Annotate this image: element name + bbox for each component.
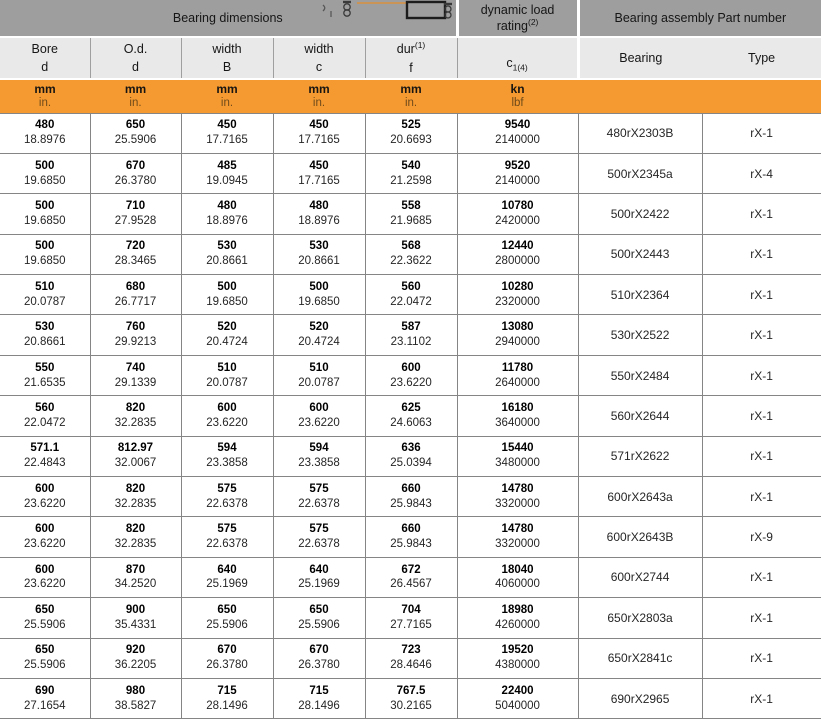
- header-group-dynamic-load-rating: [457, 0, 578, 37]
- units-bore: mm in.: [0, 79, 90, 113]
- width-c-cell: 450 17.7165: [273, 153, 365, 193]
- dur-cell: 560 22.0472: [365, 275, 457, 315]
- bore-cell: 650 25.5906: [0, 638, 90, 678]
- width-c-cell: 650 25.5906: [273, 598, 365, 638]
- header-column-row: [0, 37, 821, 79]
- type-cell: rX-1: [702, 477, 821, 517]
- type-cell: rX-1: [702, 557, 821, 597]
- type-cell: rX-1: [702, 638, 821, 678]
- units-type: [702, 79, 821, 113]
- header-group-label: Bearing assembly Part number: [614, 11, 787, 25]
- table-row: [0, 355, 821, 395]
- table-row: [0, 436, 821, 476]
- bearing-part-cell: 480rX2303B: [578, 113, 702, 153]
- header-group-bearing-dimensions: [0, 0, 457, 37]
- width-b-cell: 510 20.0787: [181, 355, 273, 395]
- dur-cell: 672 26.4567: [365, 557, 457, 597]
- column-header-bearing: Bearing: [578, 37, 702, 79]
- column-header-type: Type: [702, 37, 821, 79]
- footnote-marker: (2): [527, 16, 539, 27]
- dur-cell: 723 28.4646: [365, 638, 457, 678]
- od-cell: 740 29.1339: [90, 355, 181, 395]
- column-header-width-c: width c: [273, 37, 365, 79]
- width-b-cell: 480 18.8976: [181, 194, 273, 234]
- od-cell: 760 29.9213: [90, 315, 181, 355]
- bore-cell: 560 22.0472: [0, 396, 90, 436]
- header-group-row: [0, 0, 821, 37]
- load-rating-cell: 9520 2140000: [457, 153, 578, 193]
- width-b-cell: 485 19.0945: [181, 153, 273, 193]
- column-header-dur: dur$^{(1)}$ f: [365, 37, 457, 79]
- od-cell: 650 25.5906: [90, 113, 181, 153]
- width-c-cell: 480 18.8976: [273, 194, 365, 234]
- units-width-c: mm in.: [273, 79, 365, 113]
- table-row: [0, 275, 821, 315]
- load-rating-cell: 14780 3320000: [457, 477, 578, 517]
- units-dur: mm in.: [365, 79, 457, 113]
- table-row: [0, 396, 821, 436]
- bore-cell: 500 19.6850: [0, 194, 90, 234]
- bearing-part-cell: 560rX2644: [578, 396, 702, 436]
- bearing-part-cell: 500rX2345a: [578, 153, 702, 193]
- dur-cell: 704 27.7165: [365, 598, 457, 638]
- width-b-cell: 530 20.8661: [181, 234, 273, 274]
- table-body: [0, 113, 821, 719]
- type-cell: rX-1: [702, 315, 821, 355]
- dur-cell: 625 24.6063: [365, 396, 457, 436]
- bearing-part-cell: 600rX2744: [578, 557, 702, 597]
- units-width-b: mm in.: [181, 79, 273, 113]
- dur-cell: 558 21.9685: [365, 194, 457, 234]
- bearing-part-cell: 510rX2364: [578, 275, 702, 315]
- width-b-cell: 594 23.3858: [181, 436, 273, 476]
- load-rating-cell: 9540 2140000: [457, 113, 578, 153]
- width-c-cell: 500 19.6850: [273, 275, 365, 315]
- bore-cell: 600 23.6220: [0, 517, 90, 557]
- width-b-cell: 670 26.3780: [181, 638, 273, 678]
- type-cell: rX-1: [702, 113, 821, 153]
- dur-cell: 767.5 30.2165: [365, 678, 457, 718]
- column-header-bore: Bore d: [0, 37, 90, 79]
- type-cell: rX-1: [702, 598, 821, 638]
- header-group-label: Bearing dimensions: [172, 11, 283, 25]
- bore-cell: 690 27.1654: [0, 678, 90, 718]
- load-rating-cell: 15440 3480000: [457, 436, 578, 476]
- width-b-cell: 650 25.5906: [181, 598, 273, 638]
- load-rating-cell: 18980 4260000: [457, 598, 578, 638]
- dur-cell: 587 23.1102: [365, 315, 457, 355]
- bearing-part-cell: 690rX2965: [578, 678, 702, 718]
- header-group-part-number: [578, 0, 821, 37]
- width-b-cell: 640 25.1969: [181, 557, 273, 597]
- bore-cell: 571.1 22.4843: [0, 436, 90, 476]
- od-cell: 820 32.2835: [90, 477, 181, 517]
- load-rating-cell: 18040 4060000: [457, 557, 578, 597]
- type-cell: rX-1: [702, 355, 821, 395]
- width-c-cell: 510 20.0787: [273, 355, 365, 395]
- width-c-cell: 450 17.7165: [273, 113, 365, 153]
- header-group-label: dynamic load rating: [480, 2, 555, 34]
- type-cell: rX-1: [702, 275, 821, 315]
- bearing-part-cell: 650rX2803a: [578, 598, 702, 638]
- table-row: [0, 194, 821, 234]
- width-c-cell: 575 22.6378: [273, 517, 365, 557]
- bore-cell: 650 25.5906: [0, 598, 90, 638]
- type-cell: rX-1: [702, 678, 821, 718]
- bore-cell: 600 23.6220: [0, 477, 90, 517]
- dur-cell: 660 25.9843: [365, 477, 457, 517]
- dur-cell: 636 25.0394: [365, 436, 457, 476]
- width-c-cell: 640 25.1969: [273, 557, 365, 597]
- units-row: [0, 79, 821, 113]
- load-rating-cell: 12440 2800000: [457, 234, 578, 274]
- table-row: [0, 598, 821, 638]
- bore-cell: 530 20.8661: [0, 315, 90, 355]
- od-cell: 820 32.2835: [90, 517, 181, 557]
- bearing-diagram-icon: [317, 0, 452, 24]
- units-bearing: [578, 79, 702, 113]
- width-b-cell: 575 22.6378: [181, 517, 273, 557]
- dur-cell: 525 20.6693: [365, 113, 457, 153]
- od-cell: 812.97 32.0067: [90, 436, 181, 476]
- od-cell: 920 36.2205: [90, 638, 181, 678]
- width-c-cell: 715 28.1496: [273, 678, 365, 718]
- load-rating-cell: 10280 2320000: [457, 275, 578, 315]
- width-b-cell: 715 28.1496: [181, 678, 273, 718]
- bore-cell: 600 23.6220: [0, 557, 90, 597]
- load-rating-cell: 13080 2940000: [457, 315, 578, 355]
- table-row: [0, 153, 821, 193]
- dur-cell: 568 22.3622: [365, 234, 457, 274]
- width-c-cell: 594 23.3858: [273, 436, 365, 476]
- table-row: [0, 557, 821, 597]
- column-header-width-b: width B: [181, 37, 273, 79]
- load-rating-cell: 16180 3640000: [457, 396, 578, 436]
- od-cell: 980 38.5827: [90, 678, 181, 718]
- dur-cell: 660 25.9843: [365, 517, 457, 557]
- column-header-od: O.d. d: [90, 37, 181, 79]
- type-cell: rX-4: [702, 153, 821, 193]
- type-cell: rX-1: [702, 234, 821, 274]
- bearing-part-cell: 650rX2841c: [578, 638, 702, 678]
- table-row: [0, 678, 821, 718]
- od-cell: 710 27.9528: [90, 194, 181, 234]
- table-row: [0, 477, 821, 517]
- width-b-cell: 500 19.6850: [181, 275, 273, 315]
- bearing-part-cell: 571rX2622: [578, 436, 702, 476]
- load-rating-cell: 22400 5040000: [457, 678, 578, 718]
- bore-cell: 510 20.0787: [0, 275, 90, 315]
- bore-cell: 500 19.6850: [0, 234, 90, 274]
- bore-cell: 480 18.8976: [0, 113, 90, 153]
- type-cell: rX-1: [702, 436, 821, 476]
- width-c-cell: 520 20.4724: [273, 315, 365, 355]
- width-c-cell: 530 20.8661: [273, 234, 365, 274]
- table-row: [0, 315, 821, 355]
- bearing-part-cell: 500rX2443: [578, 234, 702, 274]
- load-rating-cell: 11780 2640000: [457, 355, 578, 395]
- type-cell: rX-9: [702, 517, 821, 557]
- bearing-part-cell: 600rX2643B: [578, 517, 702, 557]
- footnote-marker: (1): [414, 40, 426, 51]
- table-row: [0, 234, 821, 274]
- bore-cell: 550 21.6535: [0, 355, 90, 395]
- type-cell: rX-1: [702, 396, 821, 436]
- od-cell: 670 26.3780: [90, 153, 181, 193]
- width-c-cell: 575 22.6378: [273, 477, 365, 517]
- dur-cell: 540 21.2598: [365, 153, 457, 193]
- table-row: [0, 638, 821, 678]
- od-cell: 720 28.3465: [90, 234, 181, 274]
- subscript-marker: 1(4): [512, 62, 528, 73]
- type-cell: rX-1: [702, 194, 821, 234]
- units-load-rating: kn lbf: [457, 79, 578, 113]
- bearing-part-cell: 550rX2484: [578, 355, 702, 395]
- width-c-cell: 600 23.6220: [273, 396, 365, 436]
- od-cell: 820 32.2835: [90, 396, 181, 436]
- column-header-load-rating: $c_{1(4)}$: [457, 37, 578, 79]
- bore-cell: 500 19.6850: [0, 153, 90, 193]
- od-cell: 900 35.4331: [90, 598, 181, 638]
- units-od: mm in.: [90, 79, 181, 113]
- bearing-part-cell: 500rX2422: [578, 194, 702, 234]
- od-cell: 870 34.2520: [90, 557, 181, 597]
- load-rating-cell: 19520 4380000: [457, 638, 578, 678]
- bearing-part-cell: 530rX2522: [578, 315, 702, 355]
- od-cell: 680 26.7717: [90, 275, 181, 315]
- width-b-cell: 450 17.7165: [181, 113, 273, 153]
- width-b-cell: 600 23.6220: [181, 396, 273, 436]
- table-row: [0, 517, 821, 557]
- width-b-cell: 520 20.4724: [181, 315, 273, 355]
- bearing-part-cell: 600rX2643a: [578, 477, 702, 517]
- load-rating-cell: 14780 3320000: [457, 517, 578, 557]
- load-rating-cell: 10780 2420000: [457, 194, 578, 234]
- table-row: [0, 113, 821, 153]
- width-b-cell: 575 22.6378: [181, 477, 273, 517]
- width-c-cell: 670 26.3780: [273, 638, 365, 678]
- dur-cell: 600 23.6220: [365, 355, 457, 395]
